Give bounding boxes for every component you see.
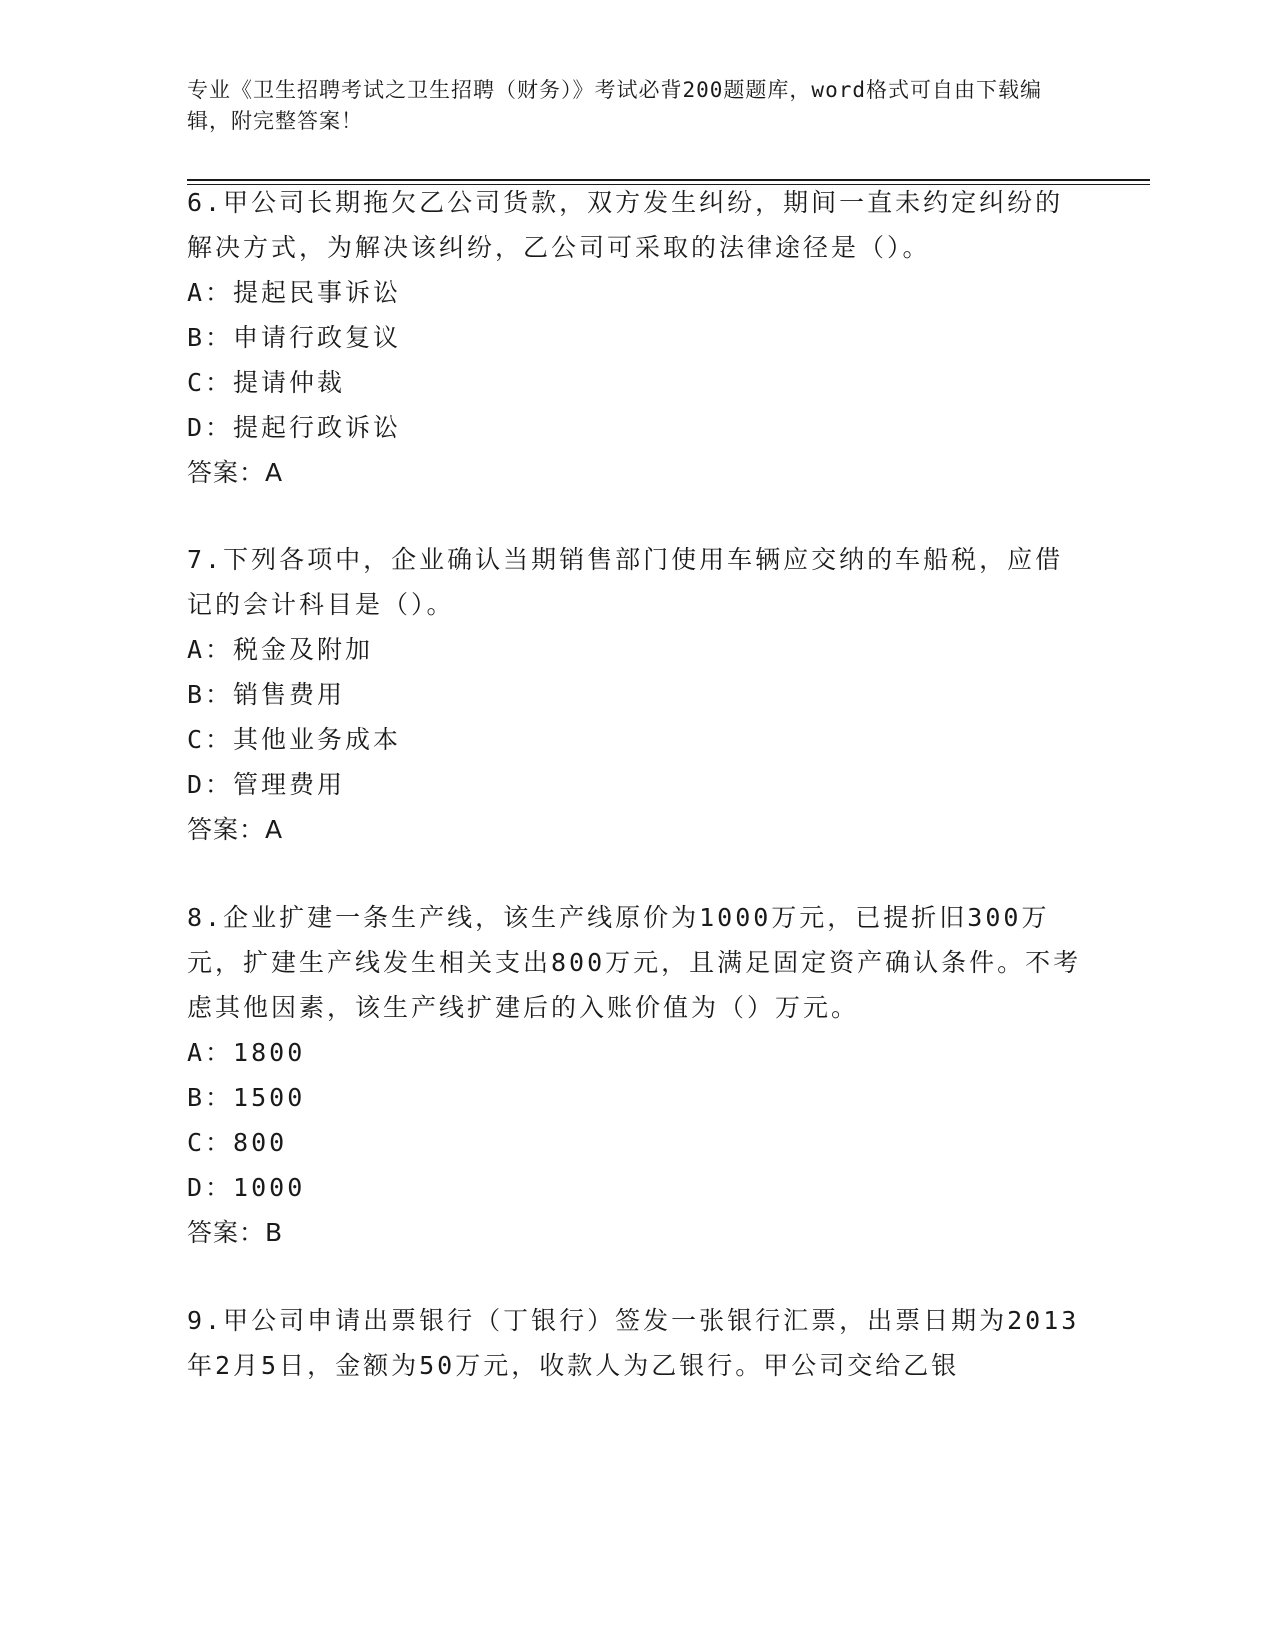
answer: 答案：B xyxy=(187,1218,284,1247)
document-header: 专业《卫生招聘考试之卫生招聘（财务）》考试必背200题题库，word格式可自由下载编辑，附完整答案！ xyxy=(187,78,1042,133)
option-d: D：提起行政诉讼 xyxy=(187,413,402,442)
option-c: C：800 xyxy=(187,1128,288,1157)
question-9 xyxy=(187,1298,1087,1388)
option-c: C：其他业务成本 xyxy=(187,725,402,754)
question-stem: 9.甲公司申请出票银行（丁银行）签发一张银行汇票，出票日期为2013年2月5日，金额为50万元，收款人为乙银行。甲公司交给乙银 xyxy=(187,1306,1080,1380)
option-c: C：提请仲裁 xyxy=(187,368,346,397)
answer: 答案：A xyxy=(187,458,284,487)
question-stem: 7.下列各项中，企业确认当期销售部门使用车辆应交纳的车船税，应借记的会计科目是（）。 xyxy=(187,545,1064,619)
question-stem: 6.甲公司长期拖欠乙公司货款，双方发生纠纷，期间一直未约定纠纷的解决方式，为解决该纠纷，乙公司可采取的法律途径是（）。 xyxy=(187,188,1064,262)
option-b: B：销售费用 xyxy=(187,680,346,709)
question-8 xyxy=(187,895,1087,1255)
option-d: D：1000 xyxy=(187,1173,306,1202)
question-stem: 8.企业扩建一条生产线，该生产线原价为1000万元，已提折旧300万元，扩建生产线发生相关支出800万元，且满足固定资产确认条件。不考虑其他因素，该生产线扩建后的入账价值为（）万元。 xyxy=(187,903,1082,1022)
question-7 xyxy=(187,537,1087,852)
option-d: D：管理费用 xyxy=(187,770,346,799)
option-a: A：提起民事诉讼 xyxy=(187,278,402,307)
option-b: B：1500 xyxy=(187,1083,306,1112)
option-a: A：税金及附加 xyxy=(187,635,374,664)
question-6 xyxy=(187,180,1087,495)
answer: 答案：A xyxy=(187,815,284,844)
option-a: A：1800 xyxy=(187,1038,306,1067)
option-b: B：申请行政复议 xyxy=(187,323,402,352)
